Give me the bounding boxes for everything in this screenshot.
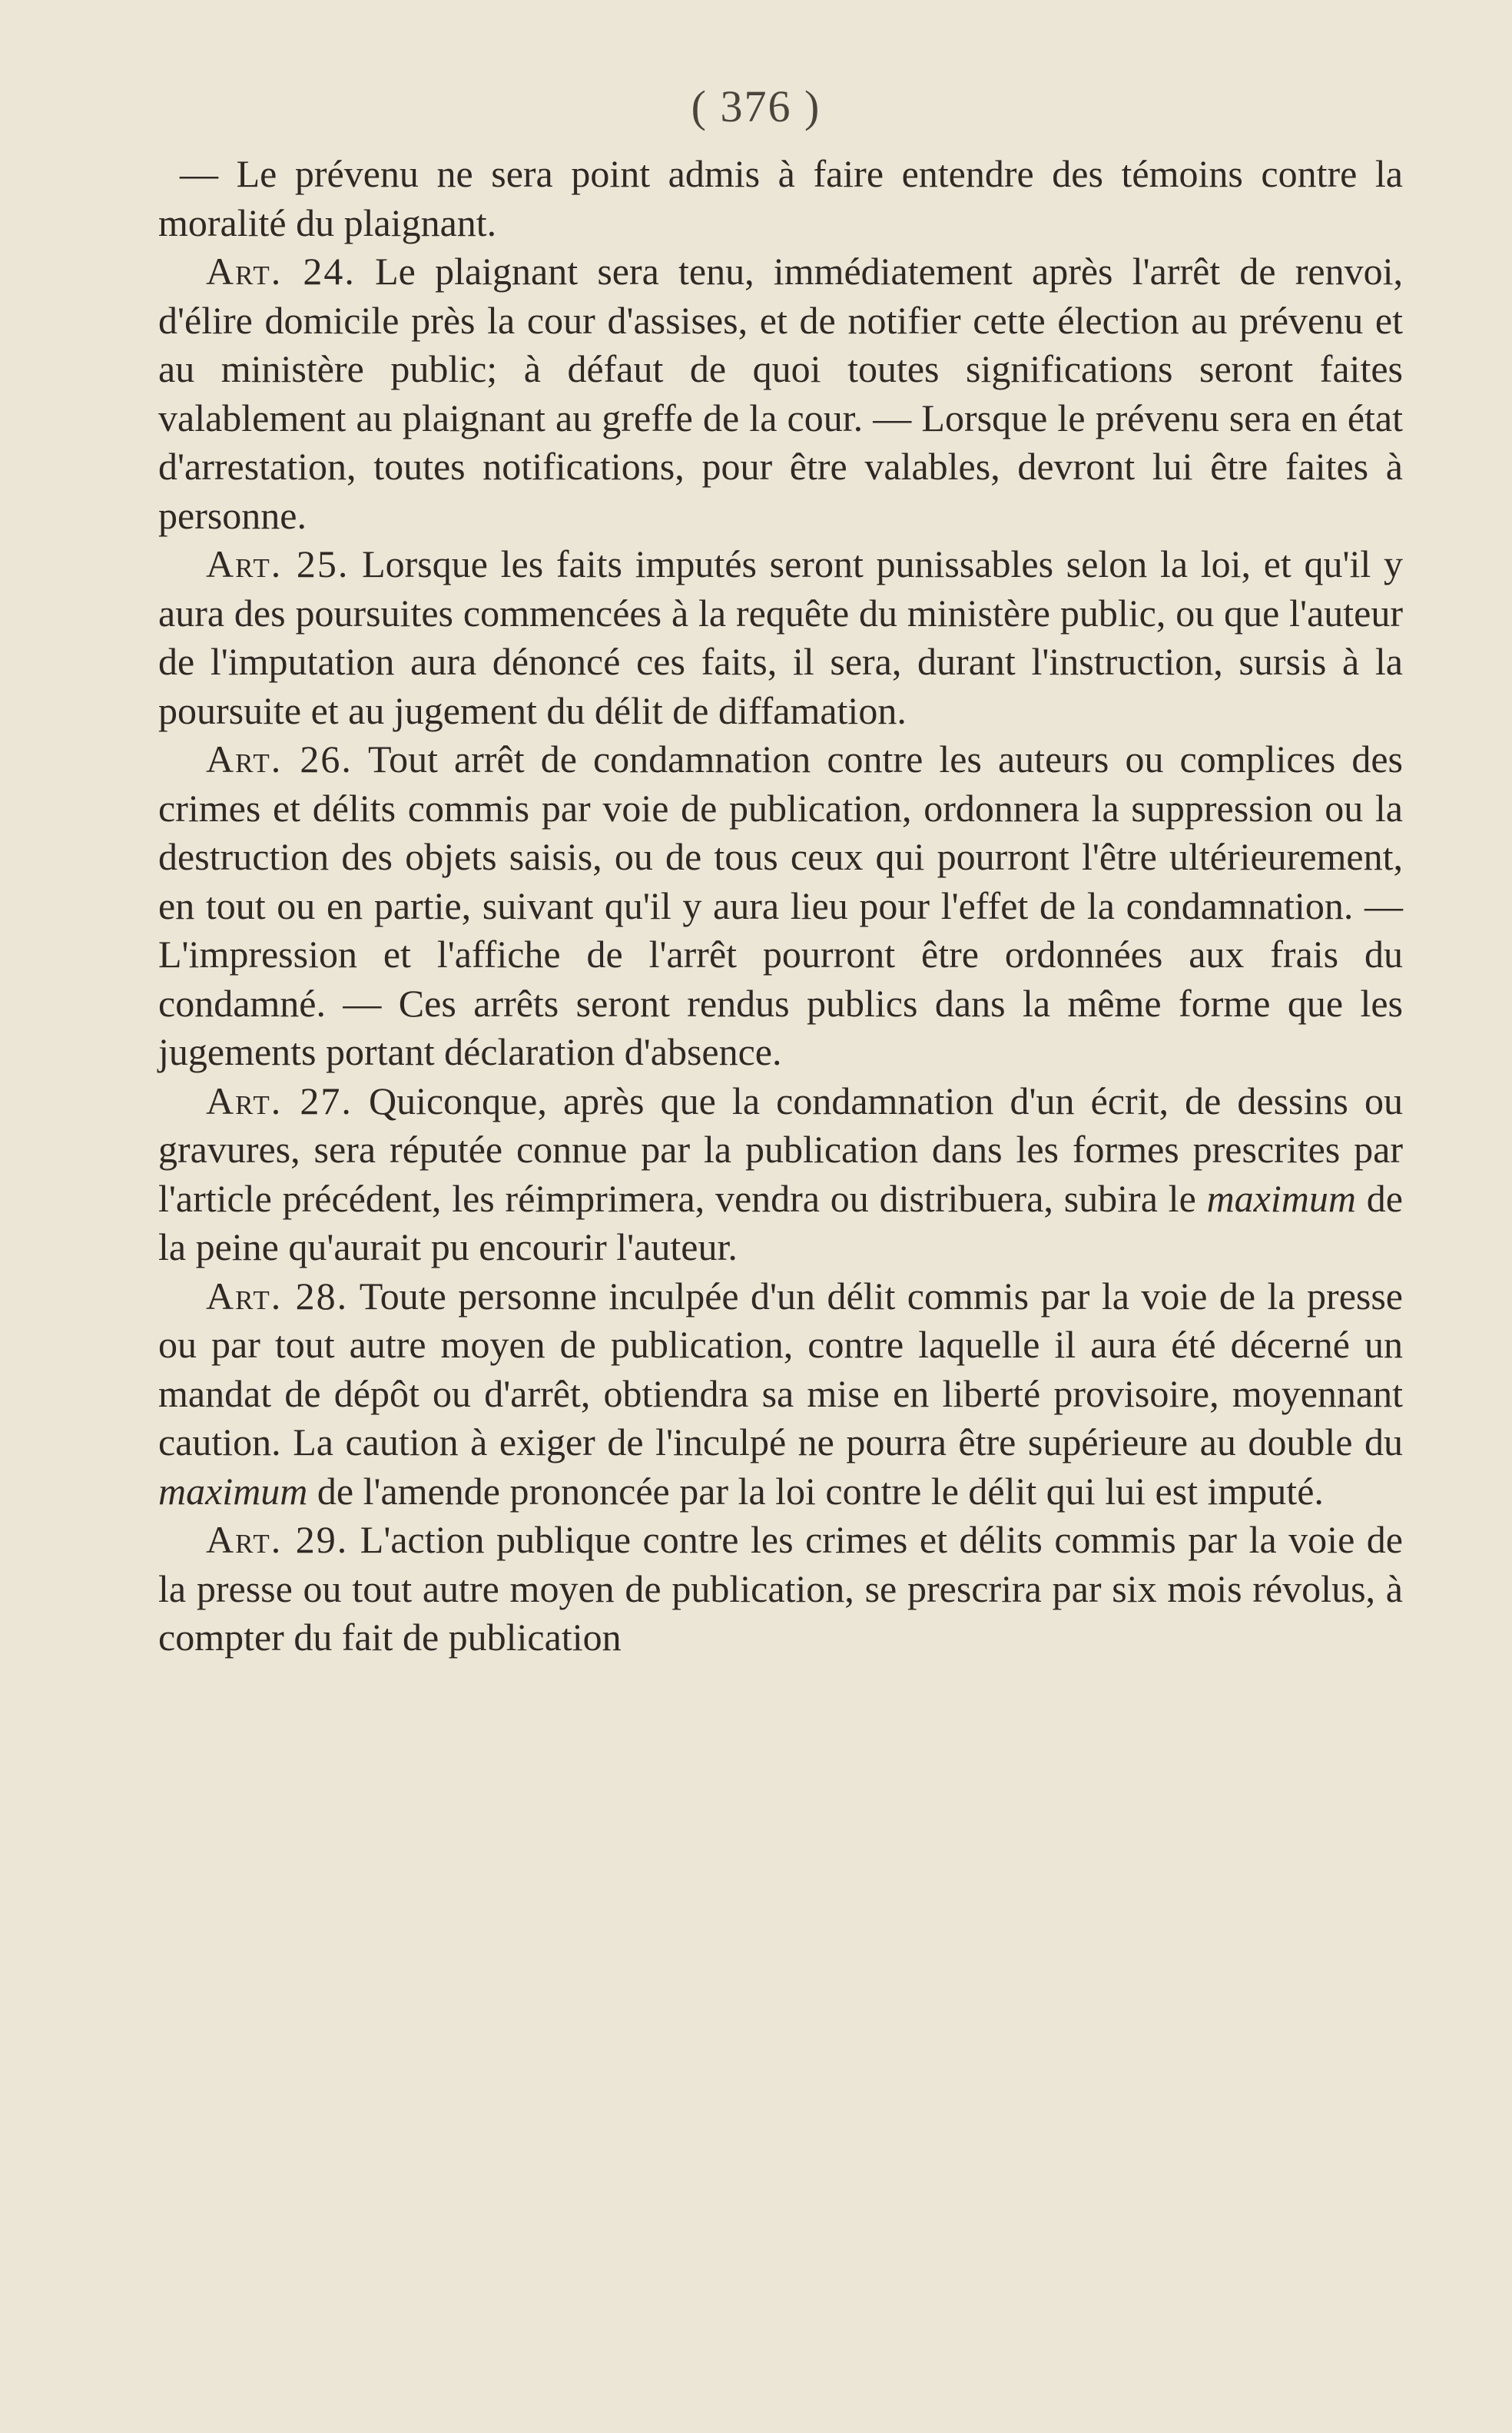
paragraph-text: L'action publique contre les crimes et délits commis par la voie de la presse ou tout autre moyen de publication, se prescrira par six mois révolus, à compter du fait de publication <box>158 1518 1403 1659</box>
article-label: Art. 24. <box>206 250 356 293</box>
paragraph-p28 <box>158 1272 1403 1516</box>
article-label: Art. 25. <box>206 542 350 585</box>
paragraph-p25 <box>158 540 1403 735</box>
paragraph-text: Toute personne inculpée d'un délit commis par la voie de la presse ou par tout autre moyen de publication, contre laquelle il aura été décerné un mandat de dépôt ou d'arrêt, obtiendra sa mise en liberté provisoire, moyennant caution. La caution à exiger de l'inculpé ne pourra être supérieure au double du <box>158 1274 1403 1463</box>
article-text-block <box>158 150 1403 1662</box>
article-label: Art. 29. <box>206 1518 349 1561</box>
paragraph-p0 <box>158 150 1403 247</box>
paragraph-text: Lorsque les faits imputés seront punissables selon la loi, et qu'il y aura des poursuites commencées à la requête du ministère public, ou que l'auteur de l'imputation aura dénoncé ces faits, il sera, durant l'instruction, sursis à la poursuite et au jugement du délit de diffamation. <box>158 542 1403 732</box>
italic-term: maximum <box>158 1469 308 1513</box>
paragraph-p29 <box>158 1516 1403 1662</box>
article-label: Art. 26. <box>206 738 353 781</box>
italic-term: maximum <box>1206 1176 1356 1220</box>
paragraph-text: Quiconque, après que la condamnation d'un écrit, de dessins ou gravures, sera réputée connue par la publication dans les formes prescrites par l'article précédent, les réimprimera, vendra ou distribuera, subira le <box>158 1079 1403 1220</box>
article-label: Art. 28. <box>206 1274 349 1318</box>
paragraph-p24 <box>158 247 1403 540</box>
paragraph-text: Le plaignant sera tenu, immédiatement après l'arrêt de renvoi, d'élire domicile près la cour d'assises, et de notifier cette élection au prévenu et au ministère public; à défaut de quoi toutes significations seront faites valablement au plaignant au greffe de la cour. — Lorsque le prévenu sera en état d'arrestation, toutes notifications, pour être valables, devront lui être faites à personne. <box>158 250 1404 537</box>
paragraph-text: de l'amende prononcée par la loi contre le délit qui lui est imputé. <box>307 1469 1324 1513</box>
page-number: ( 376 ) <box>691 81 821 131</box>
paragraph-text: Tout arrêt de condamnation contre les auteurs ou complices des crimes et délits commis par voie de publication, ordonnera la suppression ou la destruction des objets saisis, ou de tous ceux qui pourront l'être ultérieurement, en tout ou en partie, suivant qu'il y aura lieu pour l'effet de la condamnation. — L'impression et l'affiche de l'arrêt pourront être ordonnées aux frais du condamné. — Ces arrêts seront rendus publics dans la même forme que les jugements portant déclaration d'absence. <box>158 738 1403 1073</box>
article-label: Art. 27. <box>206 1079 353 1122</box>
paragraph-text: — Le prévenu ne sera point admis à faire entendre des témoins contre la moralité du plaignant. <box>158 152 1403 244</box>
paragraph-p27 <box>158 1077 1403 1272</box>
paragraph-p26 <box>158 735 1403 1077</box>
paragraph-text: de la peine qu'aurait pu encourir l'auteur. <box>158 1176 1403 1268</box>
